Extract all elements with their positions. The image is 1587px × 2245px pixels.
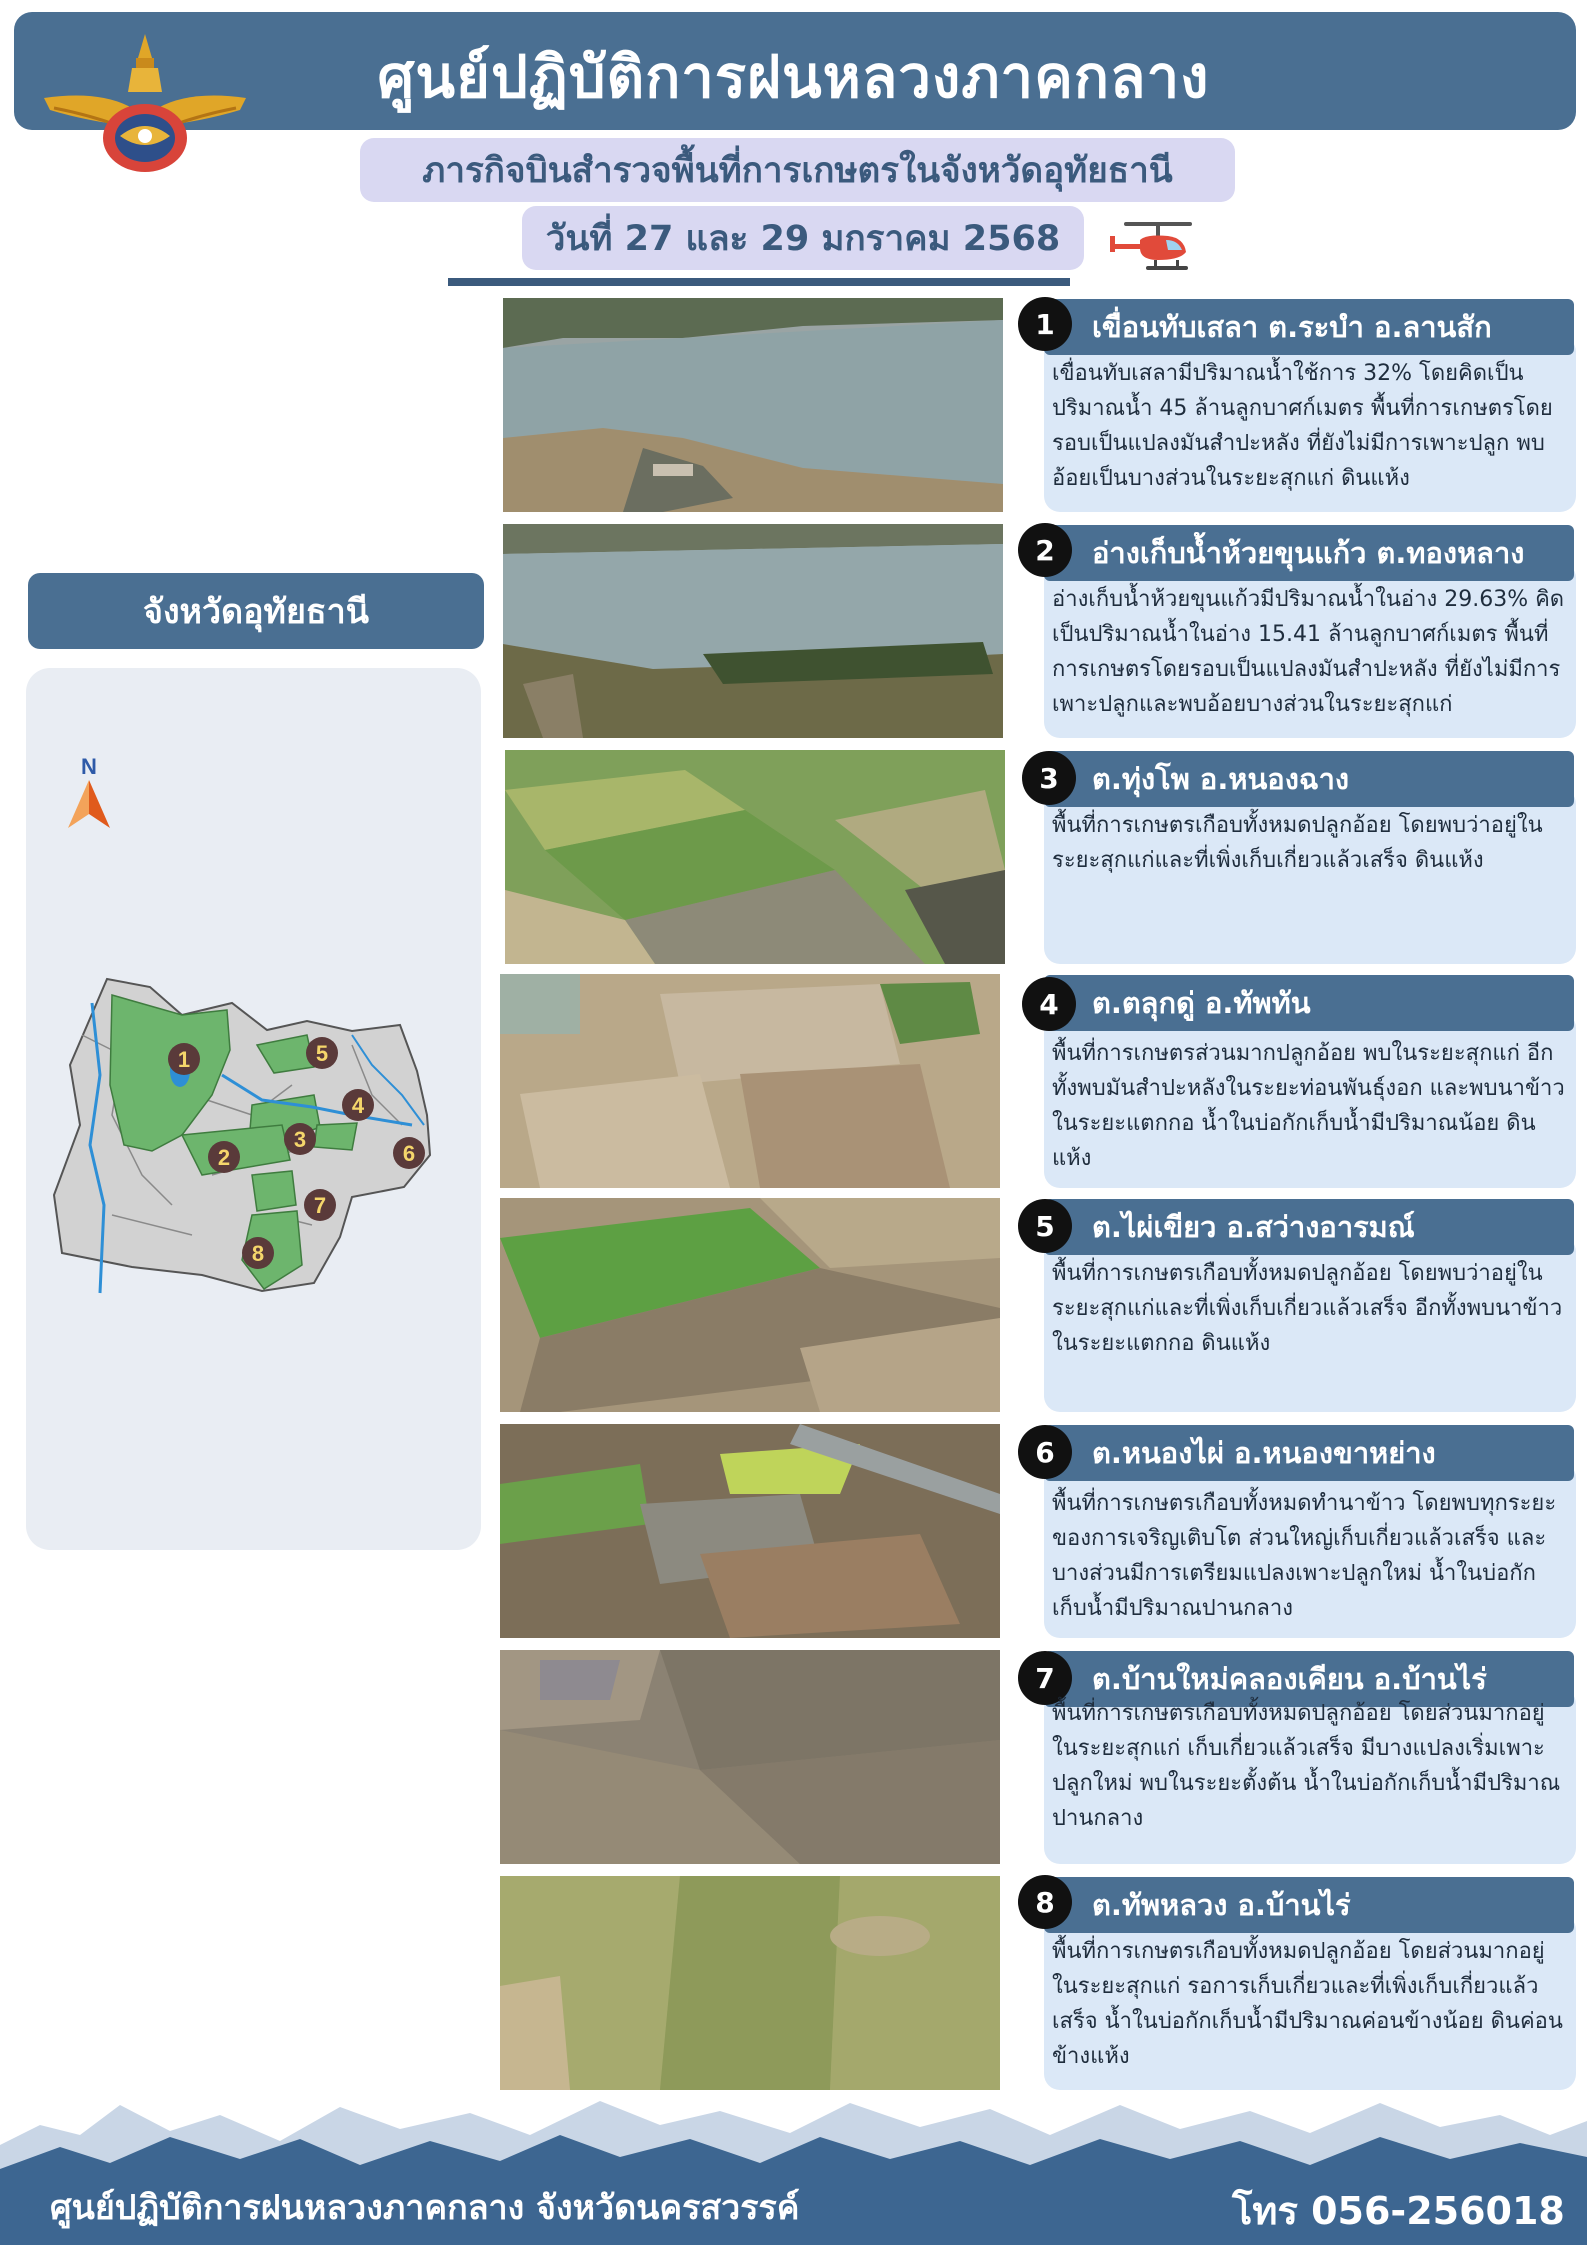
page-title: ศูนย์ปฏิบัติการฝนหลวงภาคกลาง [377,43,1210,111]
map-marker-label: 8 [251,1241,265,1266]
site-title-bar: ต.หนองไผ่ อ.หนองขาหย่าง [1044,1425,1574,1481]
site-title-bar: ต.บ้านใหม่คลองเคียน อ.บ้านไร่ [1044,1651,1574,1707]
site-number-badge: 4 [1022,977,1076,1031]
site-number-badge: 6 [1018,1425,1072,1479]
site-photo-farmland [500,1424,1000,1638]
site-title-bar: อ่างเก็บน้ำห้วยขุนแก้ว ต.ทองหลาง [1044,525,1574,581]
site-description: พื้นที่การเกษตรเกือบทั้งหมดปลูกอ้อย โดยส่วนมากอยู่ในระยะสุกแก่ รอการเก็บเกี่ยวและที่เพิ่งเก็บเกี่ยวแล้วเสร็จ น้ำในบ่อกักเก็บน้ำมีปริมาณค่อนข้างน้อย ดินค่อนข้างแห้ง [1052,1939,1563,2069]
site-title-bar: ต.ทัพหลวง อ.บ้านไร่ [1044,1877,1574,1933]
site-photo-farmland [505,750,1005,964]
map-marker-label: 2 [217,1145,231,1170]
map-marker-label: 3 [293,1127,307,1152]
site-photo-reservoir [503,524,1003,738]
map-marker-label: 1 [177,1047,191,1072]
map-marker-label: 5 [315,1041,329,1066]
site-description: พื้นที่การเกษตรเกือบทั้งหมดปลูกอ้อย โดยพบว่าอยู่ในระยะสุกแก่และที่เพิ่งเก็บเกี่ยวแล้วเสร็จ ดินแห้ง [1052,813,1543,873]
site-number-badge: 1 [1018,297,1072,351]
header-underline [448,278,1070,286]
site-title-bar: ต.ไผ่เขียว อ.สว่างอารมณ์ [1044,1199,1574,1255]
site-description: พื้นที่การเกษตรเกือบทั้งหมดปลูกอ้อย โดยพบว่าอยู่ในระยะสุกแก่และที่เพิ่งเก็บเกี่ยวแล้วเสร็จ อีกทั้งพบนาข้าวในระยะแตกกอ ดินแห้ง [1052,1261,1563,1356]
map-marker-label: 7 [313,1193,327,1218]
north-arrow-icon [62,752,116,834]
province-map [52,975,472,1305]
mission-date: วันที่ 27 และ 29 มกราคม 2568 [522,206,1084,270]
site-description: พื้นที่การเกษตรส่วนมากปลูกอ้อย พบในระยะสุกแก่ อีกทั้งพบมันสำปะหลังในระยะท่อนพันธุ์งอก และพบนาข้าวในระยะแตกกอ น้ำในบ่อกักเก็บน้ำมีปริมาณน้อย ดินแห้ง [1052,1041,1565,1171]
site-title-bar: ต.ตลุกดู่ อ.ทัพทัน [1044,975,1574,1031]
site-photo-farmland [500,1198,1000,1412]
mission-subtitle: ภารกิจบินสำรวจพื้นที่การเกษตรในจังหวัดอุทัยธานี [360,138,1235,202]
site-photo-farmland [500,1650,1000,1864]
site-title-bar: ต.ทุ่งโพ อ.หนองฉาง [1044,751,1574,807]
map-marker-label: 6 [402,1141,416,1166]
site-description: พื้นที่การเกษตรเกือบทั้งหมดทำนาข้าว โดยพบทุกระยะของการเจริญเติบโต ส่วนใหญ่เก็บเกี่ยวแล้วเสร็จ และบางส่วนมีการเตรียมแปลงเพาะปลูกใหม่ น้ำในบ่อกักเก็บน้ำมีปริมาณปานกลาง [1052,1491,1557,1621]
site-number-badge: 2 [1018,523,1072,577]
site-number-badge: 8 [1018,1875,1072,1929]
site-title-bar: เขื่อนทับเสลา ต.ระบำ อ.ลานสัก [1044,299,1574,355]
site-photo-reservoir [503,298,1003,512]
site-photo-farmland [500,1876,1000,2090]
province-label: จังหวัดอุทัยธานี [28,573,484,649]
site-description: อ่างเก็บน้ำห้วยขุนแก้วมีปริมาณน้ำในอ่าง 29.63% คิดเป็นปริมาณน้ำในอ่าง 15.41 ล้านลูกบาศก์เมตร พื้นที่การเกษตรโดยรอบเป็นแปลงมันสำปะหลัง ที่ยังไม่มีการเพาะปลูกและพบอ้อยบางส่วนในระยะสุกแก่ [1052,587,1565,717]
site-number-badge: 3 [1022,751,1076,805]
royal-rainmaking-emblem-icon [40,30,250,180]
helicopter-icon [1110,218,1202,280]
site-number-badge: 7 [1018,1651,1072,1705]
map-marker-label: 4 [351,1093,365,1118]
site-photo-farmland [500,974,1000,1188]
site-number-badge: 5 [1018,1199,1072,1253]
site-description: เขื่อนทับเสลามีปริมาณน้ำใช้การ 32% โดยคิดเป็นปริมาณน้ำ 45 ล้านลูกบาศก์เมตร พื้นที่การเกษตรโดยรอบเป็นแปลงมันสำปะหลัง ที่ยังไม่มีการเพาะปลูก พบอ้อยเป็นบางส่วนในระยะสุกแก่ ดินแห้ง [1052,361,1553,491]
footer-phone: โทร 056-256018 [1232,2189,1565,2233]
site-description: พื้นที่การเกษตรเกือบทั้งหมดปลูกอ้อย โดยส่วนมากอยู่ในระยะสุกแก่ เก็บเกี่ยวแล้วเสร็จ มีบางแปลงเริ่มเพาะปลูกใหม่ พบในระยะตั้งต้น น้ำในบ่อกักเก็บน้ำมีปริมาณปานกลาง [1052,1701,1561,1831]
footer-organization: ศูนย์ปฏิบัติการฝนหลวงภาคกลาง จังหวัดนครสวรรค์ [50,2188,800,2228]
north-label: N [81,754,97,779]
